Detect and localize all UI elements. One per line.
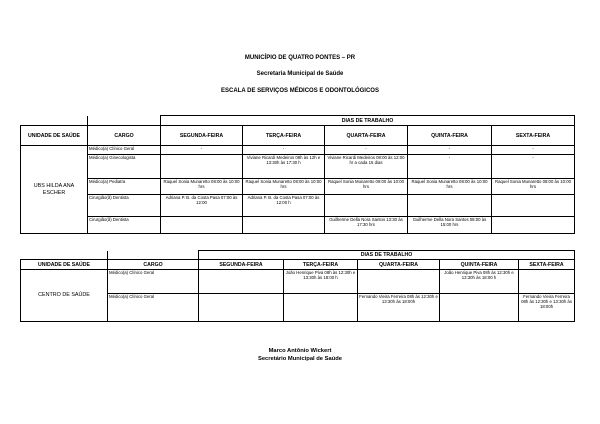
schedule-table-centro	[20, 250, 575, 322]
schedule-cell	[492, 195, 575, 217]
schedule-cell: Guilherme Della Nora Santos 08:00 às 15:00 hrs	[408, 217, 492, 234]
schedule-cell: -	[408, 146, 492, 155]
schedule-cell	[325, 195, 408, 217]
role-cell: Médico(a) Pediatra	[88, 179, 161, 195]
schedule-cell	[199, 294, 284, 322]
schedule-cell	[440, 294, 519, 322]
schedule-cell: Raquel Sonia Munaretto 08:00 às 10:00 hrs	[243, 179, 325, 195]
schedule-cell: -	[492, 155, 575, 179]
empty-cell	[21, 251, 108, 260]
schedule-cell	[161, 155, 243, 179]
empty-cell	[108, 251, 199, 260]
schedule-cell: Adriana P. B. da Costa Pasa 07:00 às 12:00	[161, 195, 243, 217]
schedule-cell: Viviane Ricardi Medeiros 08:00 às 12:00 hr a cada 15 dias	[325, 155, 408, 179]
day-header: QUINTA-FEIRA	[408, 126, 492, 146]
day-header: TERÇA-FEIRA	[243, 126, 325, 146]
empty-cell	[88, 116, 161, 126]
signatory-name: Marco Antônio Wickert	[268, 348, 332, 354]
role-column-header: CARGO	[108, 260, 199, 270]
day-header: SEGUNDA-FEIRA	[199, 260, 284, 270]
schedule-cell	[492, 217, 575, 234]
schedule-cell: -	[408, 155, 492, 179]
schedule-cell: Fernando Vieira Ferreira 08h às 12:30h e 13:30h às 18:00h	[358, 294, 440, 322]
schedule-cell: Viviane Ricardi Medeiros 08h às 12h e 13:30h às 17:30 h	[243, 155, 325, 179]
unit-name: CENTRO DE SAÚDE	[21, 270, 108, 322]
schedule-cell: -	[492, 146, 575, 155]
day-header: SEXTA-FEIRA	[492, 126, 575, 146]
schedule-cell: Raquel Sonia Munaretto 08:00 às 10:00 hrs	[325, 179, 408, 195]
schedule-cell	[199, 270, 284, 294]
role-column-header: CARGO	[88, 126, 161, 146]
department-title: Secretaria Municipal de Saúde	[256, 71, 344, 77]
schedule-cell: Raquel Sonia Munaretto 08:00 às 10:00 hrs	[408, 179, 492, 195]
signatory-title: Secretário Municipal de Saúde	[257, 356, 343, 362]
role-cell: Médico(a) Clínico Geral	[88, 146, 161, 155]
days-header: DIAS DE TRABALHO	[161, 116, 575, 126]
role-cell: Cirurgião(ã) Dentista	[88, 217, 161, 234]
day-header: QUARTA-FEIRA	[325, 126, 408, 146]
days-header: DIAS DE TRABALHO	[199, 251, 575, 260]
role-cell: Cirurgião(ã) Dentista	[88, 195, 161, 217]
day-header: SEGUNDA-FEIRA	[161, 126, 243, 146]
schedule-cell: -	[161, 146, 243, 155]
schedule-cell: Fernando Vieira Ferreira 08h às 12:30h e 13:30h às 18:00h	[519, 294, 575, 322]
schedule-cell: -	[325, 146, 408, 155]
schedule-cell: Raquel Sonia Munaretto 08:00 às 10:00 hrs	[161, 179, 243, 195]
role-cell: Médico(a) Clínico Geral	[108, 294, 199, 322]
day-header: SEXTA-FEIRA	[519, 260, 575, 270]
schedule-cell: -	[243, 146, 325, 155]
municipality-title: MUNICÍPIO DE QUATRO PONTES – PR	[244, 55, 356, 61]
day-header: QUARTA-FEIRA	[358, 260, 440, 270]
schedule-cell: Adriana P. B. da Costa Pasa 07:00 às 12:00 h	[243, 195, 325, 217]
schedule-cell: Guilherme Della Nora Santos 13:30 às 17:30 hrs	[325, 217, 408, 234]
schedule-cell	[358, 270, 440, 294]
schedule-cell	[408, 195, 492, 217]
schedule-cell: João Henrique Piva 08h às 12:30h e 13:30h às 18:00 h	[440, 270, 519, 294]
schedule-cell	[284, 294, 358, 322]
schedule-cell	[161, 217, 243, 234]
schedule-cell	[519, 270, 575, 294]
schedule-cell: João Henrique Piva 08h às 12:30h e 13:30h às 18:00 h	[284, 270, 358, 294]
unit-column-header: UNIDADE DE SAÚDE	[21, 126, 88, 146]
day-header: TERÇA-FEIRA	[284, 260, 358, 270]
unit-name: UBS HILDA ANA ESCHER	[21, 146, 88, 234]
day-header: QUINTA-FEIRA	[440, 260, 519, 270]
schedule-title: ESCALA DE SERVIÇOS MÉDICOS E ODONTOLÓGICOS	[221, 88, 379, 94]
role-cell: Médico(a) Clínico Geral	[108, 270, 199, 294]
empty-cell	[21, 116, 88, 126]
schedule-cell	[243, 217, 325, 234]
unit-column-header: UNIDADE DE SAÚDE	[21, 260, 108, 270]
schedule-table-ubs	[20, 115, 575, 234]
role-cell: Médico(a) Ginecologista	[88, 155, 161, 179]
schedule-cell: Raquel Sonia Munaretto 08:00 às 10:00 hrs	[492, 179, 575, 195]
